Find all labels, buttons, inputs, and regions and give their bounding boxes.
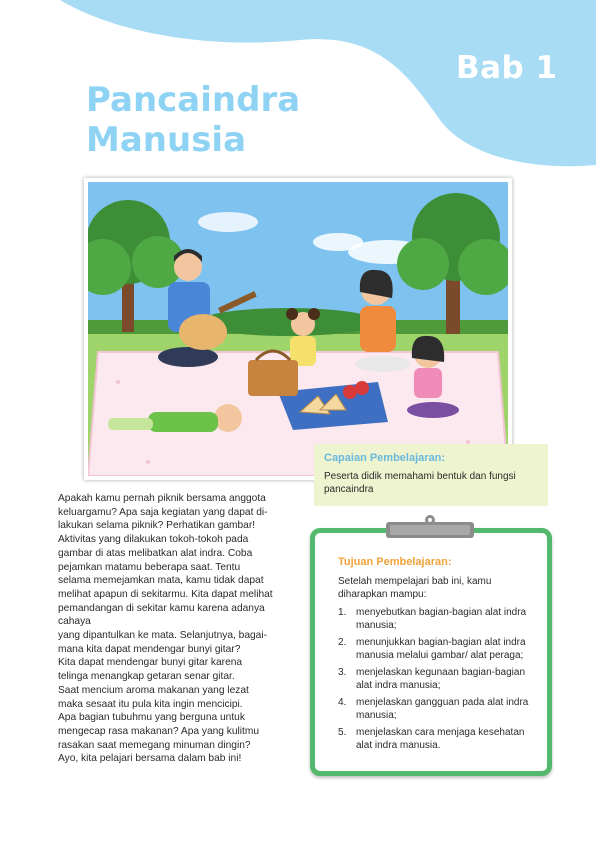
body-line: yang dipantulkan ke mata. Selanjutnya, bagai-	[58, 630, 267, 642]
list-item-text: menyebutkan bagian-bagian alat indra manusia;	[356, 607, 527, 631]
tujuan-heading: Tujuan Pembelajaran:	[338, 556, 452, 568]
body-line: Aktivitas yang dilakukan tokoh-tokoh pada	[58, 534, 249, 546]
body-line: mana kita dapat mendengar bunyi gitar?	[58, 643, 241, 655]
body-line: Kita dapat mendengar bunyi gitar karena	[58, 657, 243, 669]
intro-paragraph	[58, 492, 298, 766]
title-line-1: Pancaindra	[86, 80, 301, 120]
body-line: rasakan saat memegang minuman dingin?	[58, 739, 251, 751]
body-line: lakukan selama piknik? Perhatikan gambar!	[58, 520, 256, 532]
list-item	[338, 696, 538, 722]
page-title	[86, 80, 300, 160]
body-line: pejamkan matamu beberapa saat. Tentu	[58, 561, 241, 573]
list-item-text: menjelaskan kegunaan bagian-bagian alat indra manusia;	[356, 667, 526, 691]
capaian-box	[314, 444, 548, 506]
body-line: Apa bagian tubuhmu yang berguna untuk	[58, 712, 245, 724]
list-item-number: 1.	[338, 607, 347, 618]
tujuan-list	[338, 606, 538, 756]
list-item-number: 4.	[338, 697, 347, 708]
picnic-scene	[88, 182, 508, 476]
body-line: Apakah kamu pernah piknik bersama anggota	[58, 493, 266, 504]
body-line: keluargamu? Apa saja kegiatan yang dapat di-	[58, 506, 268, 518]
body-line: selama memejamkan mata, kamu tidak dapat	[58, 575, 264, 587]
list-item-number: 5.	[338, 727, 347, 738]
list-item	[338, 606, 538, 632]
clipboard-clip-icon	[384, 514, 476, 542]
list-item-text: menunjukkan bagian-bagian alat indra manusia melalui gambar/ alat peraga;	[356, 637, 526, 661]
body-line: mengecap rasa makanan? Apa yang kulitmu	[58, 725, 260, 737]
title-line-2: Manusia	[86, 120, 247, 160]
body-line: gambar di atas melibatkan alat indra. Coba	[58, 547, 253, 559]
picnic-illustration	[84, 178, 512, 480]
tujuan-intro: Setelah mempelajari bab ini, kamu diharapkan mampu:	[338, 576, 492, 600]
body-line: pemandangan di sekitar kamu karena adanya cahaya	[58, 602, 265, 628]
list-item	[338, 636, 538, 662]
list-item-text: menjelaskan cara menjaga kesehatan alat indra manusia.	[356, 727, 525, 751]
list-item-text: menjelaskan gangguan pada alat indra manusia;	[356, 697, 529, 721]
body-line: telinga menangkap getaran senar gitar.	[58, 671, 235, 683]
list-item-number: 3.	[338, 667, 347, 678]
list-item	[338, 726, 538, 752]
list-item	[338, 666, 538, 692]
capaian-text: Peserta didik memahami bentuk dan fungsi pancaindra	[324, 471, 516, 495]
body-line: maka sesaat itu pula kita ingin mencicipi.	[58, 698, 243, 710]
body-line: Saat mencium aroma makanan yang lezat	[58, 684, 249, 696]
capaian-heading: Capaian Pembelajaran:	[324, 452, 446, 464]
list-item-number: 2.	[338, 637, 347, 648]
body-line: melihat apapun di sekitarmu. Kita dapat melihat	[58, 588, 273, 600]
body-line: Ayo, kita pelajari bersama dalam bab ini!	[58, 753, 242, 765]
chapter-label: Bab 1	[456, 50, 558, 86]
